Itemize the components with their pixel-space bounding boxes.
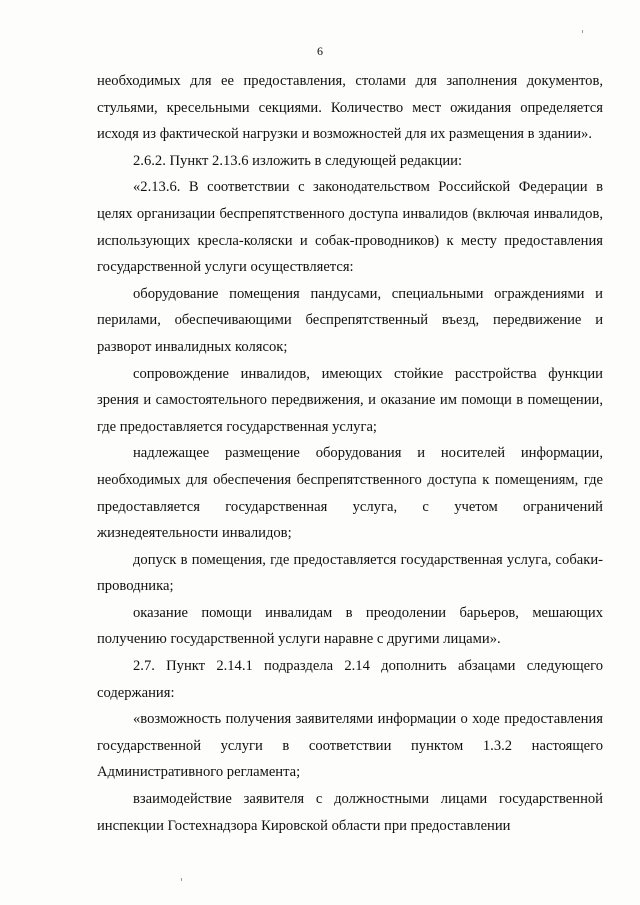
scan-speck [181,878,182,881]
paragraph-clause-2-13-6: «2.13.6. В соответствии с законодательством Российской Федерации в целях организации беспрепятственного доступа инвалидов (включая инвалидов, использующих кресла-коляски и собак-проводников) к месту предоставления государственной услуги осуществляется: [97,179,603,276]
paragraph-interaction-officials: взаимодействие заявителя с должностными лицами государственной инспекции Гостехнадзора Кировской области при предоставлении [97,791,603,834]
paragraph-amendment-2-7: 2.7. Пункт 2.14.1 подраздела 2.14 дополнить абзацами следующего содержания: [97,658,603,701]
document-body [97,68,603,839]
scan-speck [582,30,583,33]
paragraph-guide-dog-admission: допуск в помещения, где предоставляется государственная услуга, собаки-проводника; [97,551,603,595]
paragraph-amendment-2-6-2: 2.6.2. Пункт 2.13.6 изложить в следующей редакции: [133,152,462,169]
paragraph-information-access: «возможность получения заявителями информации о ходе предоставления государственной услуги в соответствии пунктом 1.3.2 настоящего Административного регламента; [97,711,603,781]
paragraph-waiting-area-end: необходимых для ее предоставления, столами для заполнения документов, стульями, кресельными секциями. Количество мест ожидания определяется исходя из фактической нагрузки и возможностей для их размещения в здании». [97,73,603,143]
paragraph-equipment-placement: надлежащее размещение оборудования и носителей информации, необходимых для обеспечения беспрепятственного доступа к помещениям, где предоставляется государственная услуга, с учетом ограничений жизнедеятельности инвалидов; [97,445,603,542]
paragraph-barrier-assistance: оказание помощи инвалидам в преодолении барьеров, мешающих получению государственной услуги наравне с другими лицами». [97,604,603,648]
page-number: 6 [317,44,323,58]
paragraph-escort-assistance: сопровождение инвалидов, имеющих стойкие расстройства функции зрения и самостоятельного передвижения, и оказание им помощи в помещении, где предоставляется государственная услуга; [97,365,603,435]
paragraph-ramps-railings: оборудование помещения пандусами, специальными ограждениями и перилами, обеспечивающими беспрепятственный въезд, передвижение и разворот инвалидных колясок; [97,285,603,355]
